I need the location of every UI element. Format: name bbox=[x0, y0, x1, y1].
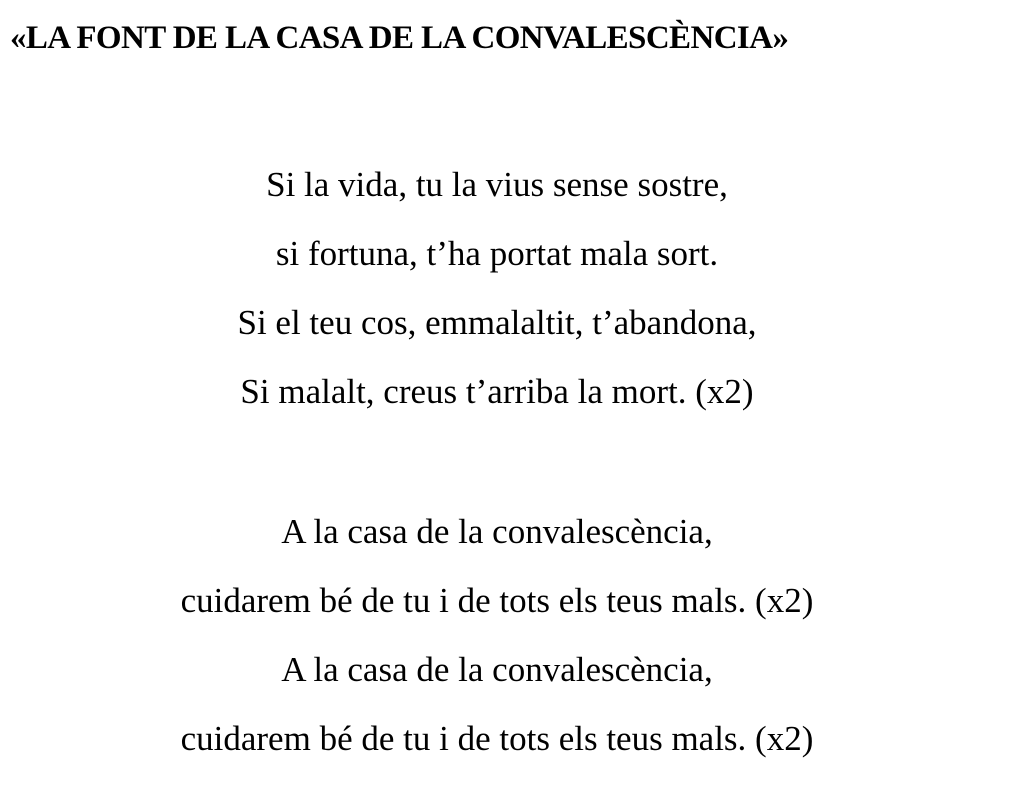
chorus-stanza bbox=[0, 497, 994, 773]
chorus-line: cuidarem bé de tu i de tots els teus mals. (x2) bbox=[180, 581, 814, 620]
song-title: «LA FONT DE LA CASA DE LA CONVALESCÈNCIA» bbox=[10, 20, 789, 56]
verse-line: Si el teu cos, emmalaltit, t’abandona, bbox=[237, 303, 757, 342]
chorus-line: cuidarem bé de tu i de tots els teus mals. (x2) bbox=[180, 719, 814, 758]
chorus-line: A la casa de la convalescència, bbox=[281, 512, 713, 551]
chorus-line: A la casa de la convalescència, bbox=[281, 650, 713, 689]
verse-line: si fortuna, t’ha portat mala sort. bbox=[275, 234, 719, 273]
verse-stanza bbox=[0, 150, 994, 426]
verse-line: Si malalt, creus t’arriba la mort. (x2) bbox=[240, 372, 754, 411]
verse-line: Si la vida, tu la vius sense sostre, bbox=[266, 165, 728, 204]
